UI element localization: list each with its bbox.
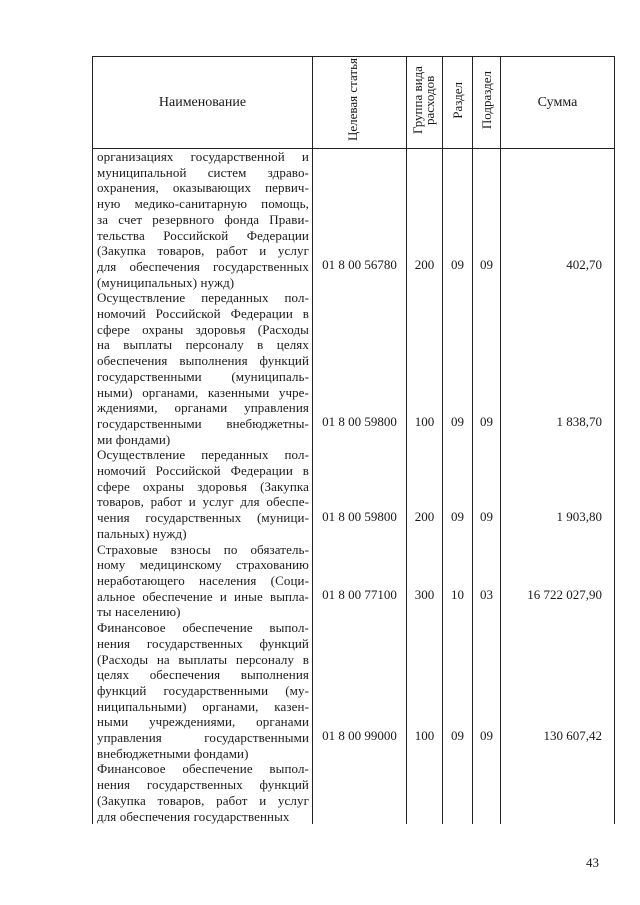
row-name-line: управления государственными — [97, 730, 309, 746]
row-name-line: тельства Российской Федерации — [97, 227, 309, 243]
sum-cell: 1 838,70 — [501, 290, 615, 447]
target-article-cell: 01 8 00 56780 — [313, 149, 407, 291]
row-name-line: ты населению) — [97, 604, 181, 620]
row-name-cell — [93, 761, 313, 824]
sum-cell — [501, 761, 615, 824]
table-row — [93, 761, 615, 824]
row-name-line: муниципальной систем здраво- — [97, 164, 309, 180]
table-row — [93, 542, 615, 621]
header-target-article: Целевая статья — [313, 57, 407, 149]
table-row — [93, 447, 615, 541]
sum-cell: 130 607,42 — [501, 620, 615, 761]
expense-group-cell — [407, 761, 443, 824]
row-name-line: ными) органами, казенными учре- — [97, 384, 309, 400]
row-name-line: нения государственных функций — [97, 635, 309, 651]
expense-group-cell: 300 — [407, 542, 443, 621]
section-cell: 10 — [443, 542, 473, 621]
subsection-cell: 09 — [473, 290, 501, 447]
target-article-cell: 01 8 00 59800 — [313, 290, 407, 447]
target-article-cell — [313, 761, 407, 824]
row-name-line: государственными (муниципаль- — [97, 368, 309, 384]
table-header-row — [93, 57, 615, 149]
target-article-cell: 01 8 00 59800 — [313, 447, 407, 541]
subsection-cell: 09 — [473, 149, 501, 291]
sum-cell: 402,70 — [501, 149, 615, 291]
row-name-line: внебюджетными фондами) — [97, 745, 249, 761]
header-sum: Сумма — [501, 57, 615, 149]
row-name-line: для обеспечения государственных — [97, 258, 309, 274]
row-name-line: неработающего населения (Соци- — [97, 572, 309, 588]
row-name-line: (Закупка товаров, работ и услуг — [97, 243, 309, 259]
section-cell — [443, 761, 473, 824]
table-row — [93, 620, 615, 761]
row-name-line: Осуществление переданных пол- — [97, 447, 309, 463]
row-name-line: ждениями, органами управления — [97, 400, 309, 416]
expense-group-cell: 100 — [407, 620, 443, 761]
row-name-line: пальных) нужд) — [97, 525, 187, 541]
section-cell: 09 — [443, 290, 473, 447]
subsection-cell — [473, 761, 501, 824]
row-name-line: за счет резервного фонда Прави- — [97, 211, 309, 227]
sum-cell: 1 903,80 — [501, 447, 615, 541]
row-name-line: нения государственных функций — [97, 777, 309, 793]
row-name-line: (муниципальных) нужд) — [97, 274, 235, 290]
table-row — [93, 290, 615, 447]
subsection-cell: 09 — [473, 447, 501, 541]
row-name-line: сфере охраны здоровья (Закупка — [97, 478, 309, 494]
row-name-cell — [93, 620, 313, 761]
section-cell: 09 — [443, 447, 473, 541]
header-name: Наименование — [93, 57, 313, 149]
header-section: Раздел — [443, 57, 473, 149]
row-name-line: (Расходы на выплаты персоналу в — [97, 651, 309, 667]
expense-group-cell: 100 — [407, 290, 443, 447]
row-name-line: Страховые взносы по обязатель- — [97, 541, 309, 557]
row-name-cell — [93, 149, 313, 291]
expense-group-cell: 200 — [407, 149, 443, 291]
subsection-cell: 09 — [473, 620, 501, 761]
row-name-line: охранения, оказывающих первич- — [97, 180, 309, 196]
row-name-line: для обеспечения государственных — [97, 808, 290, 824]
row-name-line: на выплаты персоналу в целях — [97, 337, 309, 353]
row-name-line: номочий Российской Федерации в — [97, 463, 309, 479]
row-name-line: целях обеспечения выполнения — [97, 667, 309, 683]
row-name-line: чения государственных (муници- — [97, 510, 309, 526]
row-name-cell — [93, 290, 313, 447]
header-expense-group: Группа вида расходов — [407, 57, 443, 149]
row-name-line: обеспечения выполнения функций — [97, 353, 309, 369]
row-name-line: ному медицинскому страхованию — [97, 557, 309, 573]
table-body — [93, 149, 615, 825]
row-name-line: ниципальными) органами, казен- — [97, 698, 309, 714]
row-name-line: Осуществление переданных пол- — [97, 290, 309, 306]
row-name-line: ными учреждениями, органами — [97, 714, 309, 730]
target-article-cell: 01 8 00 77100 — [313, 542, 407, 621]
row-name-line: ми фондами) — [97, 431, 171, 447]
subsection-cell: 03 — [473, 542, 501, 621]
row-name-line: сфере охраны здоровья (Расходы — [97, 321, 309, 337]
row-name-cell — [93, 542, 313, 621]
section-cell: 09 — [443, 149, 473, 291]
row-name-line: (Закупка товаров, работ и услуг — [97, 792, 309, 808]
sum-cell: 16 722 027,90 — [501, 542, 615, 621]
target-article-cell: 01 8 00 99000 — [313, 620, 407, 761]
page-number: 43 — [586, 855, 599, 870]
row-name-line: функций государственными (му- — [97, 682, 309, 698]
row-name-line: альное обеспечение и иные выпла- — [97, 588, 309, 604]
budget-table — [92, 56, 615, 824]
section-cell: 09 — [443, 620, 473, 761]
row-name-line: номочий Российской Федерации в — [97, 306, 309, 322]
table-row — [93, 149, 615, 291]
header-subsection: Подраздел — [473, 57, 501, 149]
row-name-line: Финансовое обеспечение выпол- — [97, 761, 309, 777]
row-name-line: организациях государственной и — [97, 149, 309, 164]
row-name-cell — [93, 447, 313, 541]
expense-group-cell: 200 — [407, 447, 443, 541]
row-name-line: Финансовое обеспечение выпол- — [97, 620, 309, 636]
row-name-line: государственными внебюджетны- — [97, 415, 309, 431]
row-name-line: товаров, работ и услуг для обеспе- — [97, 494, 309, 510]
row-name-line: ную медико-санитарную помощь, — [97, 196, 309, 212]
